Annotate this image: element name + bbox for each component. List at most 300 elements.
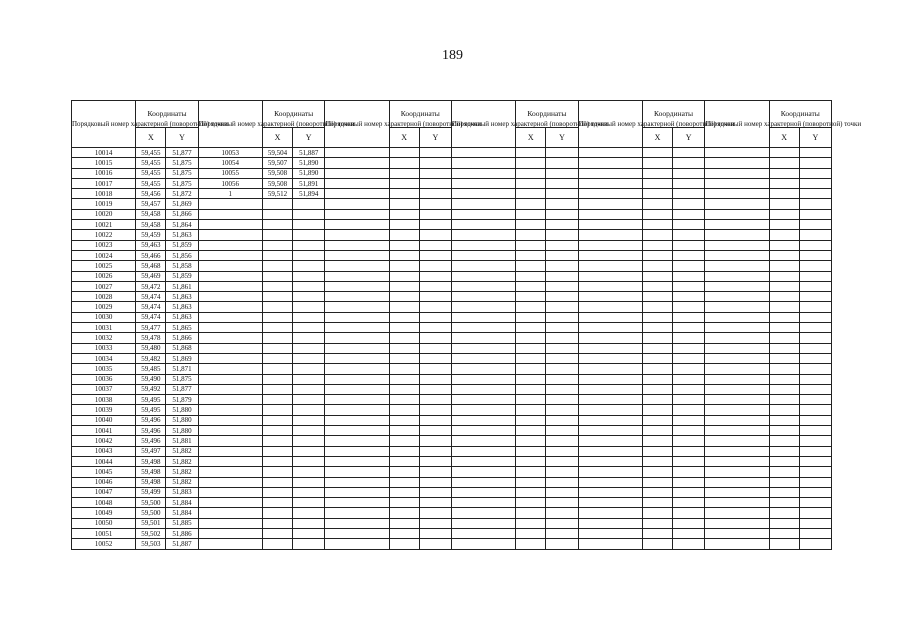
point-number-cell [325,456,389,466]
x-coordinate-cell [642,323,672,333]
point-number-cell [325,250,389,260]
y-coordinate-cell [419,498,451,508]
point-number-cell [325,199,389,209]
y-coordinate-cell [546,220,578,230]
y-coordinate-cell: 51,881 [166,436,198,446]
y-coordinate-cell [293,487,325,497]
x-coordinate-cell [642,426,672,436]
point-number-cell [325,487,389,497]
y-coordinate-cell: 51,877 [166,384,198,394]
point-number-cell [578,477,642,487]
point-number-cell [198,415,262,425]
point-number-cell [578,312,642,322]
y-coordinate-cell [293,230,325,240]
point-number-cell [578,178,642,188]
point-number-cell [578,374,642,384]
x-coordinate-cell: 59,474 [136,312,166,322]
x-coordinate-cell [389,374,419,384]
point-number-cell [451,364,515,374]
x-coordinate-cell [262,312,292,322]
point-number-cell [578,498,642,508]
point-number-cell [705,446,769,456]
x-coordinate-cell [262,353,292,363]
table-row [72,518,832,528]
point-number-header: Порядковый номер характерной (поворотной) точки [325,101,389,148]
y-coordinate-cell [293,446,325,456]
point-number-cell [325,477,389,487]
y-coordinate-cell [546,209,578,219]
x-coordinate-cell: 59,499 [136,487,166,497]
y-coordinate-cell [799,374,831,384]
y-coordinate-cell: 51,877 [166,148,198,158]
x-coordinate-cell [516,518,546,528]
table-row [72,384,832,394]
point-number-cell [325,168,389,178]
y-coordinate-cell [546,467,578,477]
y-coordinate-cell [799,426,831,436]
x-coordinate-cell [769,333,799,343]
x-coordinate-cell [262,271,292,281]
x-coordinate-cell [262,261,292,271]
y-coordinate-cell [799,415,831,425]
point-number-cell [325,333,389,343]
point-number-cell [451,189,515,199]
y-coordinate-cell [546,302,578,312]
y-coordinate-cell: 51,882 [166,456,198,466]
x-coordinate-cell [262,467,292,477]
table-row [72,281,832,291]
point-number-cell: 10032 [72,333,136,343]
point-number-cell [198,487,262,497]
point-number-cell [578,261,642,271]
x-coordinate-cell [642,415,672,425]
point-number-cell [325,209,389,219]
point-number-cell [705,374,769,384]
x-coordinate-cell [642,498,672,508]
y-coordinate-cell: 51,880 [166,405,198,415]
y-coordinate-cell [419,528,451,538]
point-number-cell [451,168,515,178]
x-coordinate-cell [262,395,292,405]
point-number-cell [578,364,642,374]
y-coordinate-cell [799,477,831,487]
y-coordinate-cell [546,199,578,209]
y-coordinate-cell [546,384,578,394]
point-number-cell [578,415,642,425]
point-number-cell [705,539,769,549]
y-coordinate-cell [419,343,451,353]
x-coordinate-cell [389,158,419,168]
x-coordinate-cell [642,436,672,446]
point-number-cell [451,178,515,188]
point-number-cell [578,292,642,302]
x-coordinate-cell [769,353,799,363]
y-coordinate-cell [293,261,325,271]
x-coordinate-cell [516,178,546,188]
x-coordinate-cell [769,384,799,394]
point-number-cell [198,456,262,466]
y-coordinate-cell [419,292,451,302]
table-row [72,209,832,219]
y-coordinate-cell: 51,869 [166,353,198,363]
point-number-cell [705,405,769,415]
y-coordinate-cell [673,456,705,466]
y-column-header: Y [166,128,198,148]
y-coordinate-cell [673,539,705,549]
x-coordinate-cell [769,364,799,374]
point-number-cell [451,158,515,168]
y-coordinate-cell [673,467,705,477]
x-coordinate-cell: 59,496 [136,436,166,446]
y-coordinate-cell: 51,859 [166,240,198,250]
point-number-cell [325,343,389,353]
y-coordinate-cell: 51,887 [166,539,198,549]
y-coordinate-cell [673,199,705,209]
x-coordinate-cell [769,395,799,405]
y-coordinate-cell [293,384,325,394]
y-coordinate-cell [419,178,451,188]
y-coordinate-cell [673,189,705,199]
point-number-cell [451,539,515,549]
point-number-cell [705,199,769,209]
point-number-cell [705,343,769,353]
x-coordinate-cell [389,539,419,549]
point-number-header: Порядковый номер характерной (поворотной) точки [705,101,769,148]
point-number-cell: 10050 [72,518,136,528]
point-number-cell [325,158,389,168]
x-coordinate-cell [516,343,546,353]
y-coordinate-cell [673,271,705,281]
x-coordinate-cell [262,405,292,415]
x-coordinate-cell [769,250,799,260]
y-coordinate-cell [673,415,705,425]
x-coordinate-cell: 59,500 [136,508,166,518]
table-row [72,528,832,538]
x-coordinate-cell [642,456,672,466]
table-row [72,292,832,302]
x-coordinate-cell: 59,480 [136,343,166,353]
y-coordinate-cell: 51,891 [293,178,325,188]
x-coordinate-cell [389,405,419,415]
y-coordinate-cell [799,343,831,353]
table-row [72,343,832,353]
x-coordinate-cell [516,405,546,415]
point-number-cell [705,467,769,477]
x-coordinate-cell [642,281,672,291]
table-row [72,148,832,158]
x-coordinate-cell: 59,474 [136,292,166,302]
y-coordinate-cell: 51,894 [293,189,325,199]
point-number-cell [198,395,262,405]
x-coordinate-cell: 59,485 [136,364,166,374]
x-coordinate-cell [389,415,419,425]
point-number-cell [325,271,389,281]
y-column-header: Y [293,128,325,148]
y-coordinate-cell [673,250,705,260]
y-coordinate-cell [293,415,325,425]
point-number-cell [325,220,389,230]
point-number-cell: 10044 [72,456,136,466]
point-number-cell [451,446,515,456]
point-number-cell [705,178,769,188]
x-column-header: X [769,128,799,148]
x-coordinate-cell [769,281,799,291]
y-coordinate-cell [293,302,325,312]
y-coordinate-cell: 51,871 [166,364,198,374]
x-coordinate-cell: 59,508 [262,178,292,188]
y-coordinate-cell [419,323,451,333]
x-coordinate-cell [389,528,419,538]
point-number-cell [705,353,769,363]
x-coordinate-cell: 59,457 [136,199,166,209]
point-number-cell [198,539,262,549]
point-number-cell [325,261,389,271]
point-number-cell [705,426,769,436]
y-coordinate-cell [546,158,578,168]
y-coordinate-cell [546,528,578,538]
point-number-cell: 10051 [72,528,136,538]
y-coordinate-cell [546,395,578,405]
point-number-cell [578,353,642,363]
y-coordinate-cell [419,281,451,291]
y-coordinate-cell [293,426,325,436]
x-coordinate-cell: 59,497 [136,446,166,456]
x-coordinate-cell [642,364,672,374]
y-coordinate-cell [293,271,325,281]
point-number-cell [198,528,262,538]
point-number-cell [578,446,642,456]
point-number-cell: 10034 [72,353,136,363]
x-column-header: X [136,128,166,148]
x-coordinate-cell [389,467,419,477]
y-coordinate-cell [799,395,831,405]
x-coordinate-cell [769,518,799,528]
x-coordinate-cell [642,467,672,477]
point-number-cell [198,426,262,436]
y-coordinate-cell: 51,869 [166,199,198,209]
y-coordinate-cell [799,240,831,250]
x-coordinate-cell [262,415,292,425]
point-number-cell [325,405,389,415]
point-number-cell: 10024 [72,250,136,260]
x-coordinate-cell [389,230,419,240]
point-number-cell [451,374,515,384]
point-number-cell [198,343,262,353]
point-number-cell [325,508,389,518]
x-coordinate-cell [769,436,799,446]
point-number-cell: 10033 [72,343,136,353]
coordinates-header: Координаты [262,101,324,128]
point-number-cell: 10017 [72,178,136,188]
point-number-cell [705,436,769,446]
point-number-cell [325,498,389,508]
y-coordinate-cell [546,498,578,508]
point-number-cell [451,528,515,538]
x-coordinate-cell: 59,503 [136,539,166,549]
point-number-cell [451,518,515,528]
point-number-cell [451,353,515,363]
y-coordinate-cell: 51,875 [166,374,198,384]
x-coordinate-cell [769,168,799,178]
table-row [72,353,832,363]
y-coordinate-cell [419,240,451,250]
y-coordinate-cell [673,364,705,374]
x-coordinate-cell [516,158,546,168]
point-number-cell: 10018 [72,189,136,199]
y-coordinate-cell [419,302,451,312]
y-coordinate-cell [546,312,578,322]
point-number-cell: 10053 [198,148,262,158]
y-coordinate-cell: 51,884 [166,508,198,518]
coordinates-header: Координаты [516,101,578,128]
y-coordinate-cell: 51,865 [166,323,198,333]
y-coordinate-cell [419,508,451,518]
y-coordinate-cell [293,508,325,518]
point-number-cell [198,312,262,322]
point-number-cell [578,168,642,178]
point-number-cell [705,312,769,322]
y-coordinate-cell [546,436,578,446]
y-coordinate-cell [293,343,325,353]
y-coordinate-cell: 51,880 [166,426,198,436]
x-coordinate-cell [389,148,419,158]
point-number-cell [451,498,515,508]
x-coordinate-cell [389,292,419,302]
y-coordinate-cell [293,199,325,209]
y-coordinate-cell [419,405,451,415]
x-coordinate-cell: 59,455 [136,158,166,168]
point-number-cell [578,528,642,538]
point-number-cell: 1 [198,189,262,199]
point-number-cell: 10026 [72,271,136,281]
point-number-cell [578,158,642,168]
x-coordinate-cell: 59,456 [136,189,166,199]
y-coordinate-cell [419,415,451,425]
y-coordinate-cell [673,498,705,508]
y-coordinate-cell [799,353,831,363]
x-coordinate-cell [769,477,799,487]
x-coordinate-cell [389,384,419,394]
point-number-cell: 10019 [72,199,136,209]
point-number-cell [198,261,262,271]
point-number-cell [578,271,642,281]
x-coordinate-cell: 59,478 [136,333,166,343]
x-coordinate-cell: 59,482 [136,353,166,363]
x-coordinate-cell: 59,468 [136,261,166,271]
y-coordinate-cell: 51,875 [166,178,198,188]
point-number-cell [578,199,642,209]
x-coordinate-cell [262,364,292,374]
x-coordinate-cell [389,456,419,466]
y-coordinate-cell [673,261,705,271]
y-coordinate-cell: 51,879 [166,395,198,405]
point-number-cell [325,446,389,456]
x-coordinate-cell [642,271,672,281]
y-column-header: Y [673,128,705,148]
x-coordinate-cell [389,281,419,291]
table-row [72,364,832,374]
y-coordinate-cell [419,436,451,446]
point-number-cell [705,508,769,518]
point-number-cell [325,148,389,158]
x-coordinate-cell [642,302,672,312]
y-coordinate-cell [799,209,831,219]
y-coordinate-cell [673,281,705,291]
point-number-cell [198,281,262,291]
x-coordinate-cell [769,292,799,302]
x-coordinate-cell [769,467,799,477]
point-number-cell [578,230,642,240]
x-coordinate-cell [389,240,419,250]
point-number-cell [578,467,642,477]
x-coordinate-cell [769,178,799,188]
point-number-cell [705,158,769,168]
x-coordinate-cell [389,250,419,260]
x-coordinate-cell: 59,496 [136,415,166,425]
coordinates-table [71,100,862,550]
y-coordinate-cell: 51,884 [166,498,198,508]
point-number-cell: 10031 [72,323,136,333]
point-number-cell [705,415,769,425]
x-coordinate-cell [769,374,799,384]
point-number-cell [198,518,262,528]
x-coordinate-cell: 59,498 [136,456,166,466]
point-number-cell [451,250,515,260]
y-coordinate-cell: 51,872 [166,189,198,199]
y-coordinate-cell [546,261,578,271]
point-number-cell [198,508,262,518]
x-coordinate-cell [642,518,672,528]
x-column-header: X [516,128,546,148]
x-coordinate-cell [262,374,292,384]
table-row [72,250,832,260]
point-number-cell: 10048 [72,498,136,508]
x-coordinate-cell: 59,495 [136,395,166,405]
y-coordinate-cell [799,302,831,312]
point-number-cell [198,353,262,363]
x-coordinate-cell [769,148,799,158]
x-coordinate-cell: 59,501 [136,518,166,528]
x-coordinate-cell [516,292,546,302]
x-coordinate-cell [642,487,672,497]
y-coordinate-cell [799,189,831,199]
coordinates-header: Координаты [642,101,704,128]
x-coordinate-cell: 59,474 [136,302,166,312]
y-coordinate-cell [673,477,705,487]
point-number-cell [705,518,769,528]
point-number-cell [325,467,389,477]
table-row [72,456,832,466]
y-coordinate-cell [419,374,451,384]
y-coordinate-cell [546,240,578,250]
point-number-cell [578,395,642,405]
x-coordinate-cell [516,281,546,291]
x-column-header: X [642,128,672,148]
point-number-cell [578,384,642,394]
y-coordinate-cell: 51,864 [166,220,198,230]
y-coordinate-cell [546,292,578,302]
y-coordinate-cell [799,456,831,466]
x-coordinate-cell [389,364,419,374]
point-number-cell [198,374,262,384]
x-coordinate-cell: 59,477 [136,323,166,333]
x-coordinate-cell [516,209,546,219]
point-number-cell [578,456,642,466]
x-coordinate-cell: 59,469 [136,271,166,281]
point-number-cell: 10021 [72,220,136,230]
x-coordinate-cell [389,477,419,487]
table-row [72,240,832,250]
